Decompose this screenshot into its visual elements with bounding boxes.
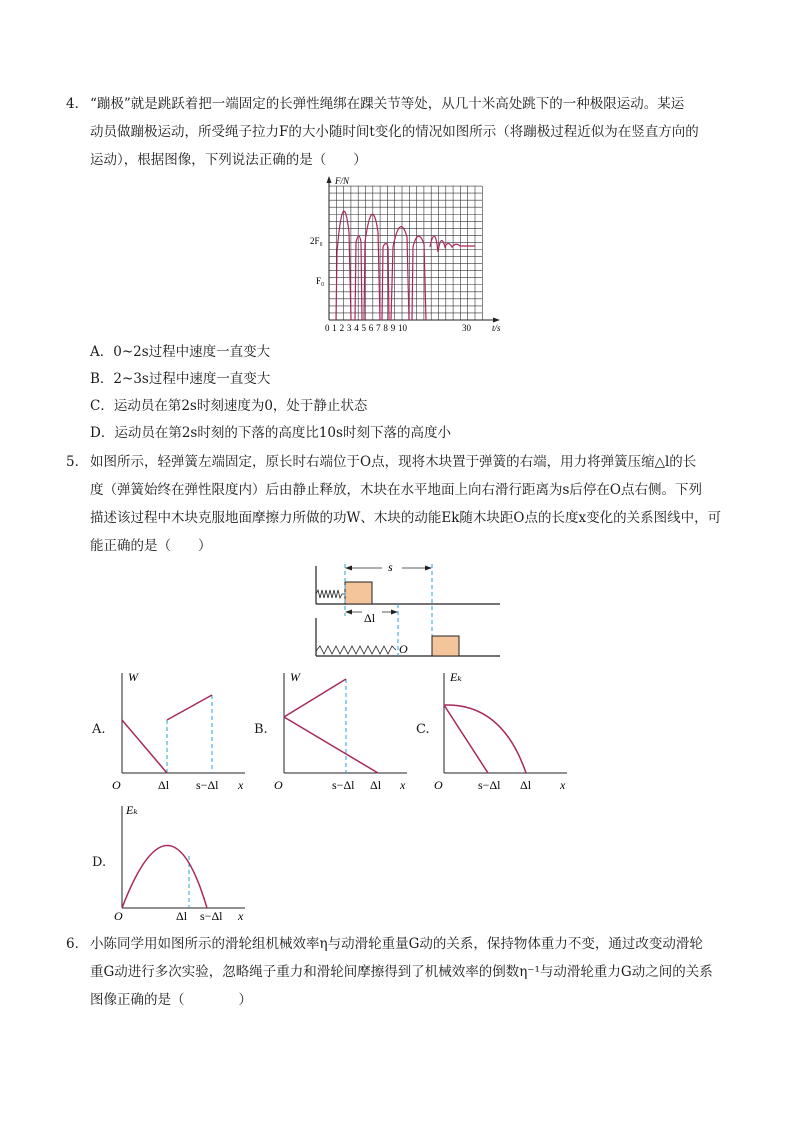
- svg-text:x: x: [560, 778, 566, 792]
- question-text-line: 动员做蹦极运动，所受绳子拉力F的大小随时间t变化的情况如图所示（将蹦极过程近似为在竖直方向的: [90, 124, 699, 140]
- x-tick-label: 5: [361, 323, 366, 333]
- svg-text:O: O: [114, 909, 123, 923]
- svg-text:s−Δl: s−Δl: [200, 909, 223, 923]
- svg-text:Δl: Δl: [158, 778, 170, 792]
- question-5: [66, 448, 734, 560]
- relaxed-spring: [316, 646, 396, 654]
- curve: [284, 679, 378, 773]
- option-a[interactable]: A．0~2s过程中速度一直变大: [90, 344, 271, 360]
- question-number: 4．: [66, 96, 89, 112]
- svg-text:W: W: [128, 670, 138, 684]
- option-b[interactable]: B．2~3s过程中速度一直变大: [90, 371, 271, 387]
- x-tick-label: 9: [390, 323, 396, 333]
- choice-a-letter[interactable]: A.: [92, 722, 106, 737]
- x-tick-label: 2: [339, 323, 345, 333]
- question-4: [66, 90, 734, 174]
- svg-text:Δl: Δl: [520, 778, 532, 792]
- block: [345, 582, 372, 604]
- compressed-spring: [316, 590, 345, 598]
- svg-text:Eₖ: Eₖ: [126, 803, 138, 817]
- x-axis-label: t/s: [492, 323, 501, 333]
- force-time-graph: [300, 172, 520, 334]
- question-text-line: 如图所示，轻弹簧左端固定，原长时右端位于O点，现将木块置于弹簧的右端，用力将弹簧压缩△l的长: [90, 454, 697, 470]
- label-dl: Δl: [364, 611, 376, 625]
- svg-text:Δl: Δl: [176, 909, 188, 923]
- question-text-line: 度（弹簧始终在弹性限度内）后由静止释放，木块在水平地面上向右滑行距离为s后停在O点右侧。下列: [90, 482, 702, 498]
- question-text-line: 重G动进行多次实验，忽略绳子重力和滑轮间摩擦得到了机械效率的倒数η⁻¹与动滑轮重力G动之间的关系: [90, 964, 713, 980]
- choice-a-graph[interactable]: [110, 665, 260, 795]
- svg-text:x: x: [238, 909, 244, 923]
- svg-text:Δl: Δl: [370, 778, 382, 792]
- option-d[interactable]: D．运动员在第2s时刻的下落的高度比10s时刻下落的高度小: [90, 425, 451, 441]
- tick-F0: F₀: [316, 276, 325, 286]
- x-tick-label: 0: [325, 323, 330, 333]
- svg-text:x: x: [400, 778, 406, 792]
- x-tick-label: 3: [346, 323, 352, 333]
- x-tick-label: 1: [332, 323, 337, 333]
- question-6: [66, 930, 734, 1014]
- svg-text:s−Δl: s−Δl: [332, 778, 355, 792]
- svg-text:Eₖ: Eₖ: [450, 670, 462, 684]
- question-text-line: 图像正确的是（ ）: [90, 992, 252, 1008]
- svg-text:O: O: [112, 778, 121, 792]
- question-number: 5．: [66, 454, 89, 470]
- curve: [122, 846, 207, 909]
- x-tick-label: 8: [383, 323, 388, 333]
- question-text-line: “蹦极”就是跳跃着把一端固定的长弹性绳绑在踝关节等处，从几十米高处跳下的一种极限运动。某运: [90, 96, 685, 112]
- svg-text:W: W: [290, 670, 300, 684]
- x-tick-label: 10: [398, 323, 407, 333]
- option-c[interactable]: C．运动员在第2s时刻速度为0，处于静止状态: [90, 398, 368, 414]
- choice-c-letter[interactable]: C.: [416, 722, 430, 737]
- y-axis-label: F/N: [335, 176, 350, 186]
- question-text-line: 能正确的是（ ）: [90, 538, 212, 554]
- svg-text:s−Δl: s−Δl: [196, 778, 219, 792]
- label-s: s: [388, 560, 393, 574]
- force-curve: [336, 211, 475, 320]
- spring-block-setup: [312, 556, 506, 662]
- question-text-line: 小陈同学用如图所示的滑轮组机械效率η与动滑轮重量G动的关系，保持物体重力不变，通过改变动滑轮: [90, 936, 703, 952]
- curve: [444, 705, 526, 773]
- x-tick-label: 4: [354, 323, 359, 333]
- svg-text:O: O: [274, 778, 283, 792]
- x-tick-label: 6: [368, 323, 374, 333]
- question-number: 6．: [66, 936, 89, 952]
- x-tick-label: 30: [462, 323, 471, 333]
- block-final: [432, 636, 459, 656]
- x-axis-arrow: [493, 318, 500, 323]
- label-o: O: [399, 642, 408, 656]
- svg-text:O: O: [434, 778, 443, 792]
- question-text-line: 运动），根据图像，下列说法正确的是（ ）: [90, 152, 367, 168]
- choice-b-letter[interactable]: B.: [254, 722, 268, 737]
- choice-b-graph[interactable]: [272, 665, 422, 795]
- x-tick-label: 7: [376, 323, 381, 333]
- svg-text:s−Δl: s−Δl: [478, 778, 501, 792]
- choice-d-graph[interactable]: [110, 798, 260, 926]
- question-text-line: 描述该过程中木块克服地面摩擦力所做的功W、木块的动能Ek随木块距O点的长度x变化的关系图线中，可: [90, 510, 722, 526]
- y-axis-arrow: [327, 176, 332, 183]
- choice-d-letter[interactable]: D.: [92, 855, 107, 870]
- choice-c-graph[interactable]: [432, 665, 582, 795]
- tick-2F0: 2F₀: [310, 236, 323, 246]
- svg-text:x: x: [238, 778, 244, 792]
